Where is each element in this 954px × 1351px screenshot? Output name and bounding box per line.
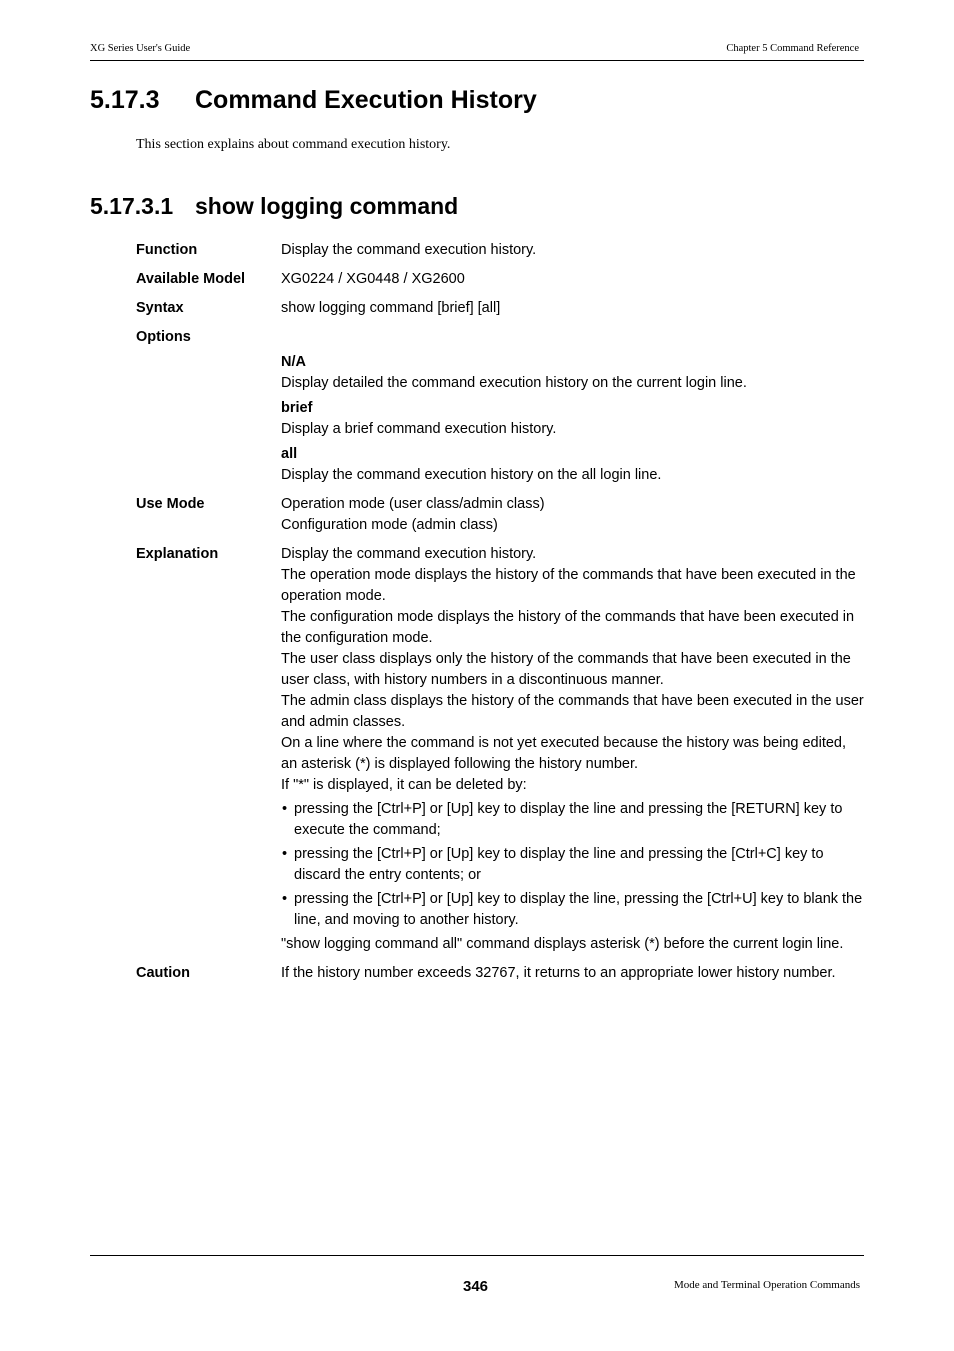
subsection-title: show logging command	[195, 193, 459, 219]
option-desc: Display a brief command execution history.	[281, 421, 557, 437]
options-label: Options	[136, 329, 191, 345]
list-item: • pressing the [Ctrl+P] or [Up] key to display the line, pressing the [Ctrl+U] key to blank the line, and moving to another history.	[281, 889, 864, 931]
syntax-label: Syntax	[136, 300, 184, 316]
deletion-steps-list	[281, 799, 864, 931]
explanation-paragraph: Display the command execution history.	[281, 546, 537, 562]
explanation-paragraph: If "*" is displayed, it can be deleted by:	[281, 777, 527, 793]
explanation-paragraph: The operation mode displays the history of the commands that have been executed in the operation mode.	[281, 567, 856, 604]
caution-label: Caution	[136, 965, 190, 981]
explanation-paragraph: "show logging command all" command displays asterisk (*) before the current login line.	[281, 936, 844, 952]
usemode-label: Use Mode	[136, 496, 205, 512]
list-item: • pressing the [Ctrl+P] or [Up] key to display the line and pressing the [RETURN] key to execute the command;	[281, 799, 864, 841]
explanation-paragraph: The configuration mode displays the history of the commands that have been executed in the configuration mode.	[281, 609, 855, 646]
usemode-row	[136, 494, 864, 536]
model-value: XG0224 / XG0448 / XG2600	[281, 271, 465, 287]
running-footer	[90, 1255, 864, 1296]
section-intro: This section explains about command execution history.	[136, 137, 451, 152]
model-label: Available Model	[136, 271, 246, 287]
section-title: Command Execution History	[195, 86, 537, 114]
options-row	[136, 327, 864, 348]
running-header	[90, 41, 864, 61]
page-number: 346	[463, 1278, 489, 1295]
footer-section-title: Mode and Terminal Operation Commands	[674, 1279, 860, 1291]
explanation-paragraph: On a line where the command is not yet executed because the history was being edited, an asterisk (*) is displayed following the history number.	[281, 735, 847, 772]
option-item	[281, 352, 864, 394]
section-number: 5.17.3	[90, 86, 160, 114]
explanation-paragraph: The user class displays only the history of the commands that have been executed in the user class, with history numbers in a discontinuous manner.	[281, 651, 851, 688]
header-chapter-title: Chapter 5 Command Reference	[726, 43, 859, 54]
option-item	[281, 398, 864, 440]
usemode-line: Operation mode (user class/admin class)	[281, 496, 545, 512]
syntax-row	[136, 298, 864, 319]
section-heading	[90, 86, 537, 115]
caution-value: If the history number exceeds 32767, it returns to an appropriate lower history number.	[281, 965, 836, 981]
function-value: Display the command execution history.	[281, 242, 537, 258]
usemode-line: Configuration mode (admin class)	[281, 517, 498, 533]
explanation-row	[136, 544, 864, 955]
option-desc: Display detailed the command execution history on the current login line.	[281, 375, 747, 391]
options-list	[136, 348, 864, 486]
command-reference	[136, 240, 864, 984]
model-row	[136, 269, 864, 290]
function-label: Function	[136, 242, 198, 258]
syntax-value: show logging command [brief] [all]	[281, 300, 501, 316]
option-name: N/A	[281, 354, 306, 370]
explanation-label: Explanation	[136, 546, 219, 562]
subsection-heading	[90, 193, 458, 220]
option-name: all	[281, 446, 298, 462]
option-item	[281, 444, 864, 486]
subsection-number: 5.17.3.1	[90, 193, 174, 219]
header-guide-title: XG Series User's Guide	[90, 43, 191, 54]
explanation-paragraph: The admin class displays the history of the commands that have been executed in the user and admin classes.	[281, 693, 864, 730]
option-desc: Display the command execution history on the all login line.	[281, 467, 662, 483]
caution-row	[136, 963, 864, 984]
function-row	[136, 240, 864, 261]
option-name: brief	[281, 400, 313, 416]
list-item: • pressing the [Ctrl+P] or [Up] key to display the line and pressing the [Ctrl+C] key to discard the entry contents; or	[281, 844, 864, 886]
